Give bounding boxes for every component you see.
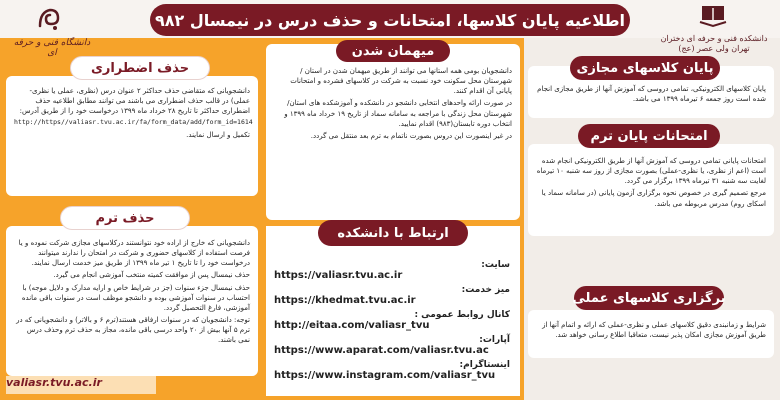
guest-heading: میهمان شدن: [336, 40, 450, 62]
contact-link-site[interactable]: https://valiasr.tvu.ac.ir: [274, 270, 403, 281]
contact-link-service[interactable]: https://khedmat.tvu.ac.ir: [274, 295, 416, 306]
guest-text-1: دانشجویان بومی همه استانها می توانند از طریق میهمان شدن در استان / شهرستان محل سکونت خود نسبت به شرکت در کلاسهای فشرده و امتحانات پایانی آن اقدام کنند.: [290, 67, 512, 96]
guest-panel: [266, 44, 520, 220]
contact-heading: ارتباط با دانشکده: [318, 220, 468, 246]
emergency-drop-link[interactable]: http://https//valiasr.tvu.ac.ir/fa/form_data/add/form_id=1614: [14, 118, 253, 127]
title-banner: [150, 4, 630, 36]
university-logo-text: دانشگاه فنی و حرفه ای: [13, 38, 91, 58]
contact-label-instagram: اینستاگرام:: [459, 360, 510, 370]
virtual-end-text: پایان کلاسهای الکترونیکی، تمامی دروسی که آموزش آنها از طریق مجازی انجام شده است روز جمعه ۶ تیرماه ۱۳۹۹ می باشد.: [537, 85, 766, 104]
practical-heading: برگزاری کلاسهای عملی: [574, 286, 724, 310]
faculty-logo: [654, 4, 774, 64]
contact-label-aparat: آپارات:: [479, 335, 510, 345]
university-logo-icon: [36, 6, 62, 32]
contact-label-service: میز خدمت:: [461, 285, 510, 295]
contact-link-instagram[interactable]: https://www.instagram.com/valiasr_tvu: [274, 370, 496, 381]
term-drop-panel: [6, 226, 258, 376]
term-drop-text-1: دانشجویانی که خارج از اراده خود نتوانستند درکلاسهای مجازی شرکت نموده و یا فرصت استفاده از کلاسهای حضوری و شرکت در امتحان را ندارند میتوانند درخواست خود را تا تاریخ ۱ تیر ماه ۱۳۹۹ از طریق میز خدمت ارسال نمایند.: [18, 239, 250, 268]
practical-text: شرایط و زمانبندی دقیق کلاسهای عملی و نظری-عملی که ارائه و اتمام آنها از طریق آموزش مجازی امکان پذیر نیست، متعاقبا اطلاع رسانی خواهد شد.: [542, 321, 766, 340]
term-drop-text-3: حذف نیمسال جزء سنوات (جز در شرایط خاص و ارایه مدارک و دلایل موجه) با احتساب در سنوات آموزشی بوده و دانشجو موظف است در سنوات باقی مانده آموزشی، فارغ التحصیل گردد.: [21, 283, 250, 312]
term-drop-text-4: توجه: دانشجویان که در سنوات ارفاقی هستند(ترم ۶ و بالاتر) و دانشجویانی که در ترم ۵ آنها بیش از ۲۰ واحد درسی باقی مانده، مجاز به حذف ترم وحذف درس نمی باشند.: [16, 315, 250, 345]
site-watermark: valiasr.tvu.ac.ir: [6, 376, 156, 394]
emergency-drop-panel: [6, 76, 258, 196]
guest-text-3: در غیر اینصورت این دروس بصورت ناتمام به ترم بعد منتقل می گردد.: [310, 131, 512, 140]
practical-panel: [528, 310, 774, 358]
term-drop-text-2: حذف نیمسال پس از موافقت کمیته منتخب آموزشی انجام می گیرد.: [53, 271, 250, 280]
emergency-drop-text-2: تکمیل و ارسال نمایند.: [186, 130, 250, 139]
term-drop-heading: حذف ترم: [60, 206, 190, 230]
faculty-logo-text: دانشکده فنی و حرفه ای دختران تهران ولی عصر (عج): [660, 34, 768, 53]
contact-panel: [266, 226, 520, 396]
emergency-drop-text-1: دانشجویانی که متقاضی حذف حداکثر ۲ عنوان درس (نظری، عملی یا نظری-عملی) در قالب حذف اضطراری می باشند می توانند مطابق اطلاعیه حذف اضطراری حداکثر تا تاریخ ۲۸ خرداد ماه ۱۳۹۹ درخواست خود را از طریق آدرس:: [19, 87, 250, 116]
guest-text-2: در صورت ارائه واحدهای انتخابی دانشجو در دانشکده و آموزشکده های استان/شهرستان محل زندگی با مراجعه به سامانه سماد از تاریخ ۱۹ خرداد ماه ۱۳۹۹ و انتخاب دوره تابستان(۹۸۳) اقدام نمایید.: [284, 99, 512, 128]
page-title: اطلاعیه پایان کلاسها، امتحانات و حذف درس در نیمسال ۹۸۲: [154, 10, 626, 30]
book-logo-icon: [698, 4, 728, 30]
term-exams-text-2: مرجع تصمیم گیری در خصوص نحوه برگزاری آزمون پایانی (در سامانه سماد یا اسکای روم) مدرس مربوطه می باشد.: [541, 189, 766, 208]
term-exams-text-1: امتحانات پایانی تمامی دروسی که آموزش آنها از طریق الکترونیکی انجام شده است (اعم از نظری، یا نظری-عملی) بصورت مجازی از روز سه شنبه ۱۰ تیرماه لغایت سه شنبه ۳۱ تیرماه ۱۳۹۹ برگزار می گردد.: [536, 157, 766, 186]
contact-link-aparat[interactable]: https://www.aparat.com/valiasr.tvu.ac: [274, 345, 489, 356]
emergency-drop-heading: حذف اضطراری: [70, 56, 210, 80]
term-exams-panel: [528, 144, 774, 236]
contact-label-channel: کانال روابط عمومی :: [414, 310, 510, 320]
virtual-end-heading: پایان کلاسهای مجازی: [570, 56, 720, 80]
university-logo: [12, 6, 92, 62]
contact-link-channel[interactable]: http://eitaa.com/valiasr_tvu: [274, 320, 430, 331]
term-exams-heading: امتحانات پایان ترم: [578, 124, 720, 148]
contact-label-site: سایت:: [481, 260, 510, 270]
